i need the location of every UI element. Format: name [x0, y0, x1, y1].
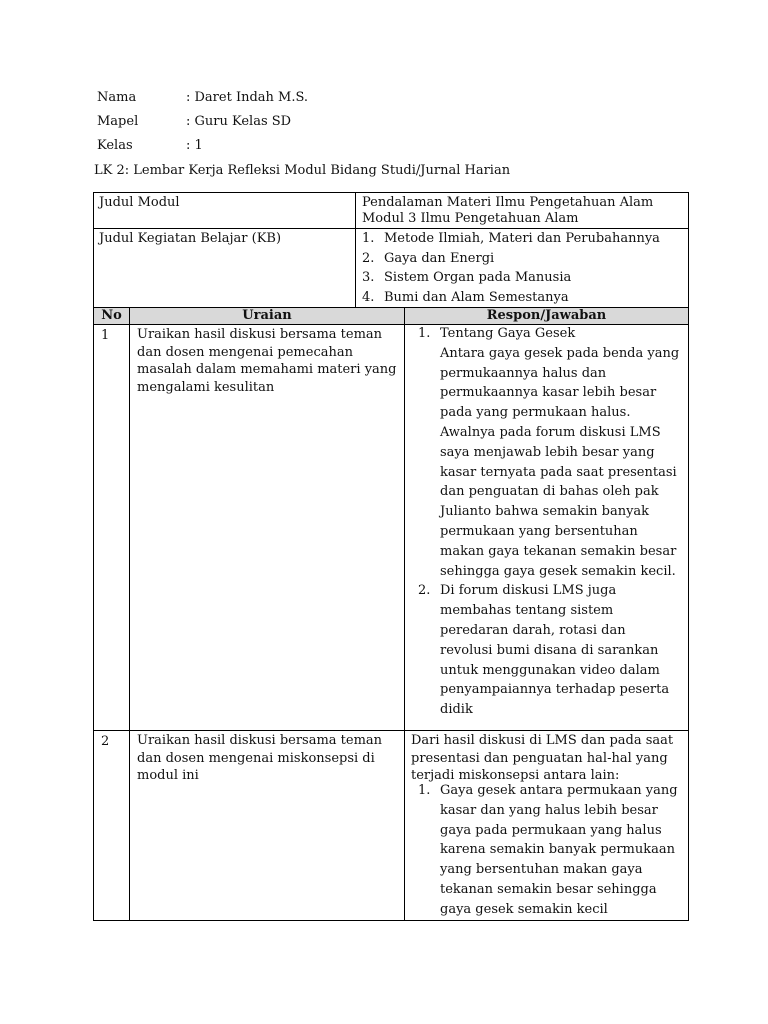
respon-item-number: 2.	[418, 583, 431, 599]
kelas-label: Kelas	[97, 138, 133, 153]
kb-item-number: 4.	[362, 289, 375, 305]
kb-list	[362, 229, 660, 307]
row-uraian: Uraikan hasil diskusi bersama teman dan dosen mengenai miskonsepsi di modul ini	[137, 733, 383, 783]
column-header-no: No	[101, 308, 122, 323]
respon-item	[418, 324, 679, 581]
respon-item	[418, 781, 678, 920]
row-respon-list	[418, 781, 678, 920]
mapel-value: : Guru Kelas SD	[186, 114, 292, 129]
mapel-label: Mapel	[97, 114, 139, 129]
page-title: LK 2: Lembar Kerja Refleksi Modul Bidang Studi/Jurnal Harian	[94, 163, 511, 178]
kelas-value: : 1	[186, 138, 203, 153]
column-header-uraian: Uraian	[242, 308, 292, 323]
row-respon-intro: Dari hasil diskusi di LMS dan pada saat presentasi dan penguatan hal-hal yang terjadi miskonsepsi antara lain:	[411, 733, 674, 783]
kb-label: Judul Kegiatan Belajar (KB)	[99, 231, 282, 246]
respon-item-text: Tentang Gaya Gesek Antara gaya gesek pada benda yang permukaannya halus dan permukaannya kasar lebih besar pada yang permukaan halus. Awalnya pada forum diskusi LMS saya menjawab lebih besar yang kasar ternyata pada saat presentasi dan penguatan di bahas oleh pak Julianto bahwa semakin banyak permukaan yang bersentuhan makan gaya tekanan semakin besar sehingga gaya gesek semakin kecil.	[440, 326, 680, 579]
nama-value: : Daret Indah M.S.	[186, 90, 309, 105]
row-number: 1	[101, 328, 110, 343]
respon-item-number: 1.	[418, 783, 431, 798]
kb-item	[362, 268, 660, 288]
column-header-respon: Respon/Jawaban	[486, 308, 607, 323]
kb-item	[362, 249, 660, 269]
kb-item-number: 3.	[362, 270, 375, 285]
nama-label: Nama	[97, 90, 137, 105]
respon-item	[418, 581, 679, 720]
row-respon-list	[418, 324, 679, 720]
kb-item	[362, 229, 660, 249]
kb-item-text: Gaya dan Energi	[384, 250, 495, 266]
kb-item-text: Bumi dan Alam Semestanya	[384, 289, 569, 305]
kb-item-number: 1.	[362, 231, 375, 246]
respon-item-number: 1.	[418, 326, 431, 341]
kb-item-number: 2.	[362, 250, 375, 266]
judul-modul-label: Judul Modul	[99, 195, 180, 210]
judul-modul-line2: Modul 3 Ilmu Pengetahuan Alam	[362, 211, 579, 226]
kb-item-text: Metode Ilmiah, Materi dan Perubahannya	[384, 231, 660, 246]
kb-item-text: Sistem Organ pada Manusia	[384, 270, 572, 285]
row-uraian: Uraikan hasil diskusi bersama teman dan dosen mengenai pemecahan masalah dalam memahami materi yang mengalami kesulitan	[137, 327, 397, 395]
row-number: 2	[101, 734, 110, 749]
respon-item-text: Di forum diskusi LMS juga membahas tentang sistem peredaran darah, rotasi dan revolusi bumi disana di sarankan untuk menggunakan video dalam penyampaiannya terhadap peserta didik	[440, 583, 670, 718]
judul-modul-line1: Pendalaman Materi Ilmu Pengetahuan Alam	[362, 195, 654, 210]
respon-item-text: Gaya gesek antara permukaan yang kasar dan yang halus lebih besar gaya pada permukaan yang halus karena semakin banyak permukaan yang bersentuhan makan gaya tekanan semakin besar sehingga gaya gesek semakin kecil	[440, 783, 678, 917]
kb-item	[362, 288, 660, 308]
